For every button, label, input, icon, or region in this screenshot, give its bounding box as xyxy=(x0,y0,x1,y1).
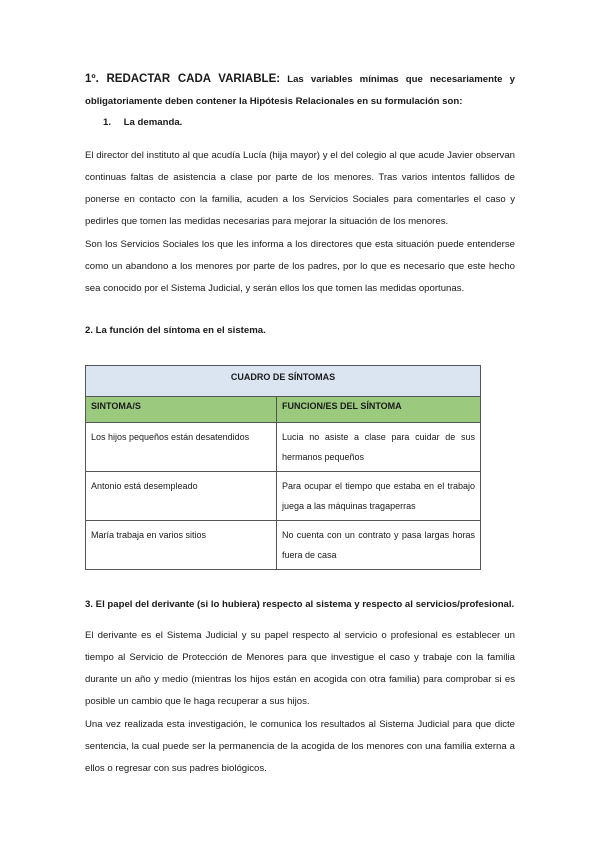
table-row xyxy=(86,472,481,521)
section1-paragraph-1: El director del instituto al que acudía Lucía (hija mayor) y el del colegio al que acude Javier observan continuas faltas de asistencia a clase por parte de los menores. Tras varios intentos fallidos de ponerse en contacto con la familia, acuden a los Servicios Sociales para comentarles el caso y pedirles que tomen las medidas necesarias para mejorar la situación de los menores. xyxy=(85,150,515,227)
heading-lead: 1º. REDACTAR CADA VARIABLE: xyxy=(85,73,281,85)
section1-title: La demanda. xyxy=(123,117,183,128)
function-cell: Lucia no asiste a clase para cuidar de sus hermanos pequeños xyxy=(277,423,481,472)
table-row xyxy=(86,423,481,472)
table-header-symptom: SINTOMA/S xyxy=(86,397,277,423)
symptom-cell: Antonio está desempleado xyxy=(86,472,277,521)
symptom-cell: María trabaja en varios sitios xyxy=(86,521,277,570)
section1-heading xyxy=(103,117,182,128)
heading-rest: Las variables mínimas que necesariamente y obligatoriamente deben contener la Hipótesis Relacionales en su formulación son: xyxy=(85,74,515,107)
section3-title: 3. El papel del derivante (si lo hubiera) respecto al sistema y respecto al servicios/profesional. xyxy=(85,599,515,610)
section3-paragraph-1: El derivante es el Sistema Judicial y su papel respecto al servicio o profesional es establecer un tiempo al Servicio de Protección de Menores para que investigue el caso y trabaje con la familia durante un año y medio (mientras los hijos están en acogida con otra familia) para comprobar si es posible un cambio que le haga recuperar a sus hijos. xyxy=(85,630,515,707)
table-title: CUADRO DE SÍNTOMAS xyxy=(86,366,481,397)
symptoms-table xyxy=(85,365,481,570)
section2-title: 2. La función del síntoma en el sistema. xyxy=(85,325,266,336)
function-cell: No cuenta con un contrato y pasa largas horas fuera de casa xyxy=(277,521,481,570)
main-heading xyxy=(85,68,515,113)
section3-paragraph-2: Una vez realizada esta investigación, le comunica los resultados al Sistema Judicial para que dicte sentencia, la cual puede ser la permanencia de la acogida de los menores con una familia externa a ellos o regresar con sus padres biológicos. xyxy=(85,719,515,774)
function-cell: Para ocupar el tiempo que estaba en el trabajo juega a las máquinas tragaperras xyxy=(277,472,481,521)
table-row xyxy=(86,521,481,570)
symptom-cell: Los hijos pequeños están desatendidos xyxy=(86,423,277,472)
table-header-function: FUNCION/ES DEL SÍNTOMA xyxy=(277,397,481,423)
section1-paragraph-2: Son los Servicios Sociales los que les informa a los directores que esta situación puede entenderse como un abandono a los menores por parte de los padres, por lo que es necesario que este hecho sea conocido por el Sistema Judicial, y serán ellos los que tomen las medidas oportunas. xyxy=(85,239,515,294)
section1-number: 1. xyxy=(103,117,112,128)
